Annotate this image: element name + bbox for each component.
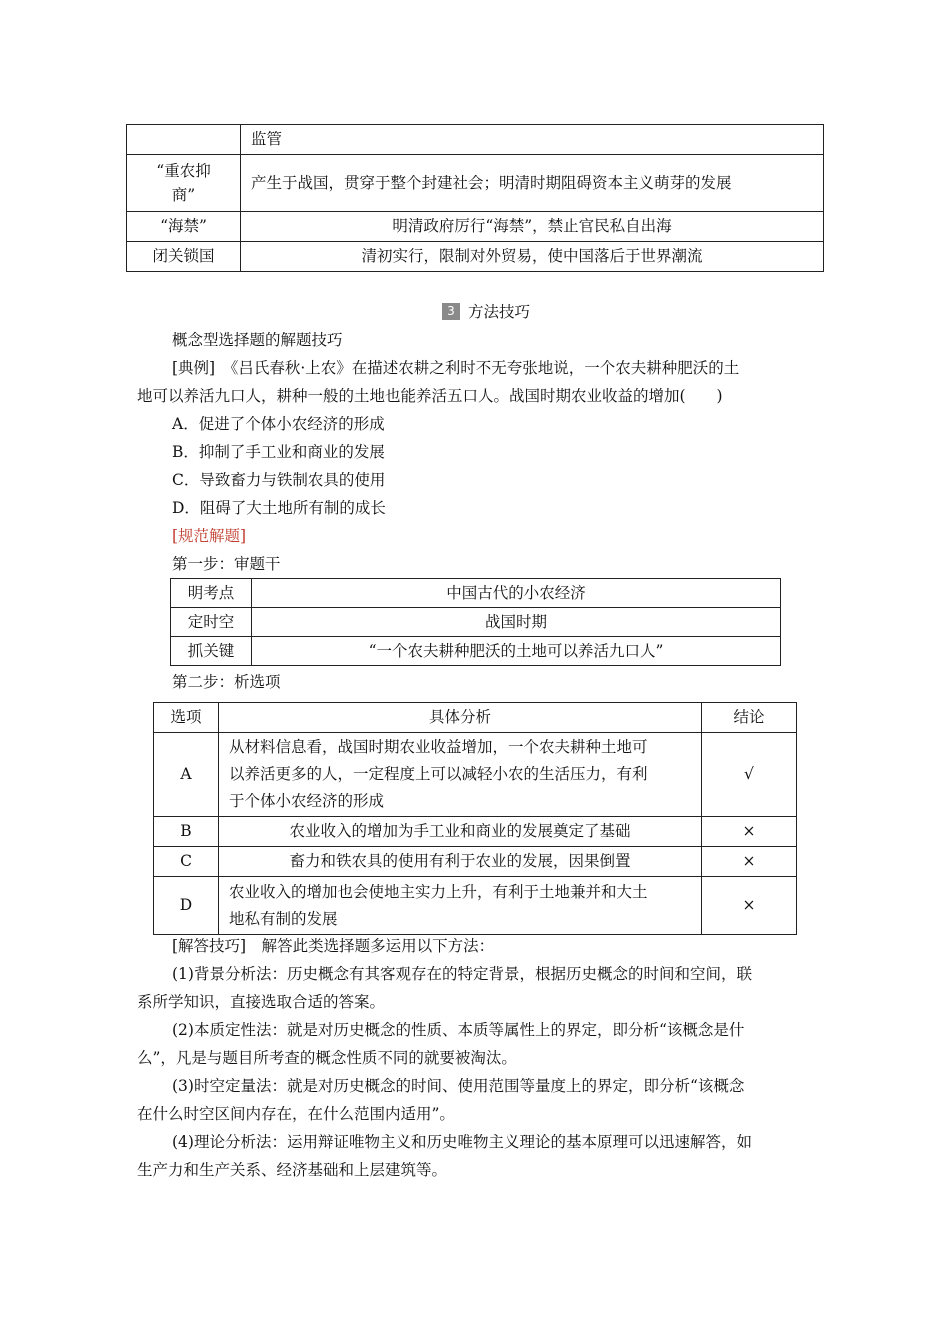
policy-table xyxy=(126,124,824,272)
step2-header-analysis: 具体分析 xyxy=(219,703,702,733)
step2-result: √ xyxy=(702,733,797,817)
section-title: 方法技巧 xyxy=(468,303,531,321)
policy-desc: 明清政府厉行“海禁”，禁止官民私自出海 xyxy=(241,212,824,242)
tip-3-line-1: (3)时空定量法：就是对历史概念的时间、使用范围等量度上的界定，即分析“该概念 xyxy=(172,1077,745,1095)
tip-4-line-1: (4)理论分析法：运用辩证唯物主义和历史唯物主义理论的基本原理可以迅速解答，如 xyxy=(172,1133,752,1151)
example-line-2: 地可以养活九口人，耕种一般的土地也能养活五口人。战国时期农业收益的增加( ) xyxy=(137,387,723,405)
step1-value: “一个农夫耕种肥沃的土地可以养活九口人” xyxy=(252,637,781,666)
tip-4-line-2: 生产力和生产关系、经济基础和上层建筑等。 xyxy=(137,1161,448,1179)
option-b: B．抑制了手工业和商业的发展 xyxy=(172,443,385,461)
step2-option: C xyxy=(154,847,219,877)
step2-analysis: 农业收入的增加为手工业和商业的发展奠定了基础 xyxy=(219,817,702,847)
tips-intro: [解答技巧] 解答此类选择题多运用以下方法： xyxy=(172,937,495,955)
option-c: C．导致畜力与铁制农具的使用 xyxy=(172,471,386,489)
step2-header-option: 选项 xyxy=(154,703,219,733)
example-line-1: [典例] 《吕氏春秋·上农》在描述农耕之利时不无夸张地说，一个农夫耕种肥沃的土 xyxy=(172,359,740,377)
step2-option: B xyxy=(154,817,219,847)
step2-analysis: 从材料信息看，战国时期农业收益增加，一个农夫耕种土地可 以养活更多的人，一定程度上可以减轻小农的生活压力，有利 于个体小农经济的形成 xyxy=(219,733,702,817)
policy-term: 闭关锁国 xyxy=(127,242,241,272)
tip-1-line-1: (1)背景分析法：历史概念有其客观存在的特定背景，根据历史概念的时间和空间，联 xyxy=(172,965,752,983)
option-a: A．促进了个体小农经济的形成 xyxy=(172,415,385,433)
step1-key: 明考点 xyxy=(171,579,252,608)
policy-term xyxy=(127,125,241,155)
section-number-badge: 3 xyxy=(442,303,460,320)
step2-label: 第二步：析选项 xyxy=(172,673,281,691)
step2-option: A xyxy=(154,733,219,817)
tip-1-line-2: 系所学知识，直接选取合适的答案。 xyxy=(137,993,386,1011)
policy-desc: 产生于战国，贯穿于整个封建社会；明清时期阻碍资本主义萌芽的发展 xyxy=(241,155,824,212)
step1-key: 抓关键 xyxy=(171,637,252,666)
step1-key: 定时空 xyxy=(171,608,252,637)
policy-term: “海禁” xyxy=(127,212,241,242)
step2-result: × xyxy=(702,847,797,877)
step1-value: 中国古代的小农经济 xyxy=(252,579,781,608)
step2-analysis: 畜力和铁农具的使用有利于农业的发展，因果倒置 xyxy=(219,847,702,877)
option-d: D．阻碍了大土地所有制的成长 xyxy=(172,499,386,517)
step2-table xyxy=(153,702,797,935)
solution-label: [规范解题] xyxy=(172,527,247,545)
tip-2-line-2: 么”，凡是与题目所考查的概念性质不同的就要被淘汰。 xyxy=(137,1049,517,1067)
step1-table xyxy=(170,578,781,666)
tip-3-line-2: 在什么时空区间内存在，在什么范围内适用”。 xyxy=(137,1105,455,1123)
subtitle: 概念型选择题的解题技巧 xyxy=(172,331,343,349)
policy-desc: 清初实行，限制对外贸易，使中国落后于世界潮流 xyxy=(241,242,824,272)
step2-header-result: 结论 xyxy=(702,703,797,733)
section-heading xyxy=(442,298,530,326)
step2-option: D xyxy=(154,877,219,935)
policy-desc: 监管 xyxy=(241,125,824,155)
policy-term: “重农抑商” xyxy=(127,155,241,212)
step1-label: 第一步：审题干 xyxy=(172,555,281,573)
example-tag: [典例] xyxy=(172,359,216,377)
step1-value: 战国时期 xyxy=(252,608,781,637)
step2-analysis: 农业收入的增加也会使地主实力上升，有利于土地兼并和大土 地私有制的发展 xyxy=(219,877,702,935)
step2-result: × xyxy=(702,877,797,935)
tip-2-line-1: (2)本质定性法：就是对历史概念的性质、本质等属性上的界定，即分析“该概念是什 xyxy=(172,1021,745,1039)
step2-result: × xyxy=(702,817,797,847)
